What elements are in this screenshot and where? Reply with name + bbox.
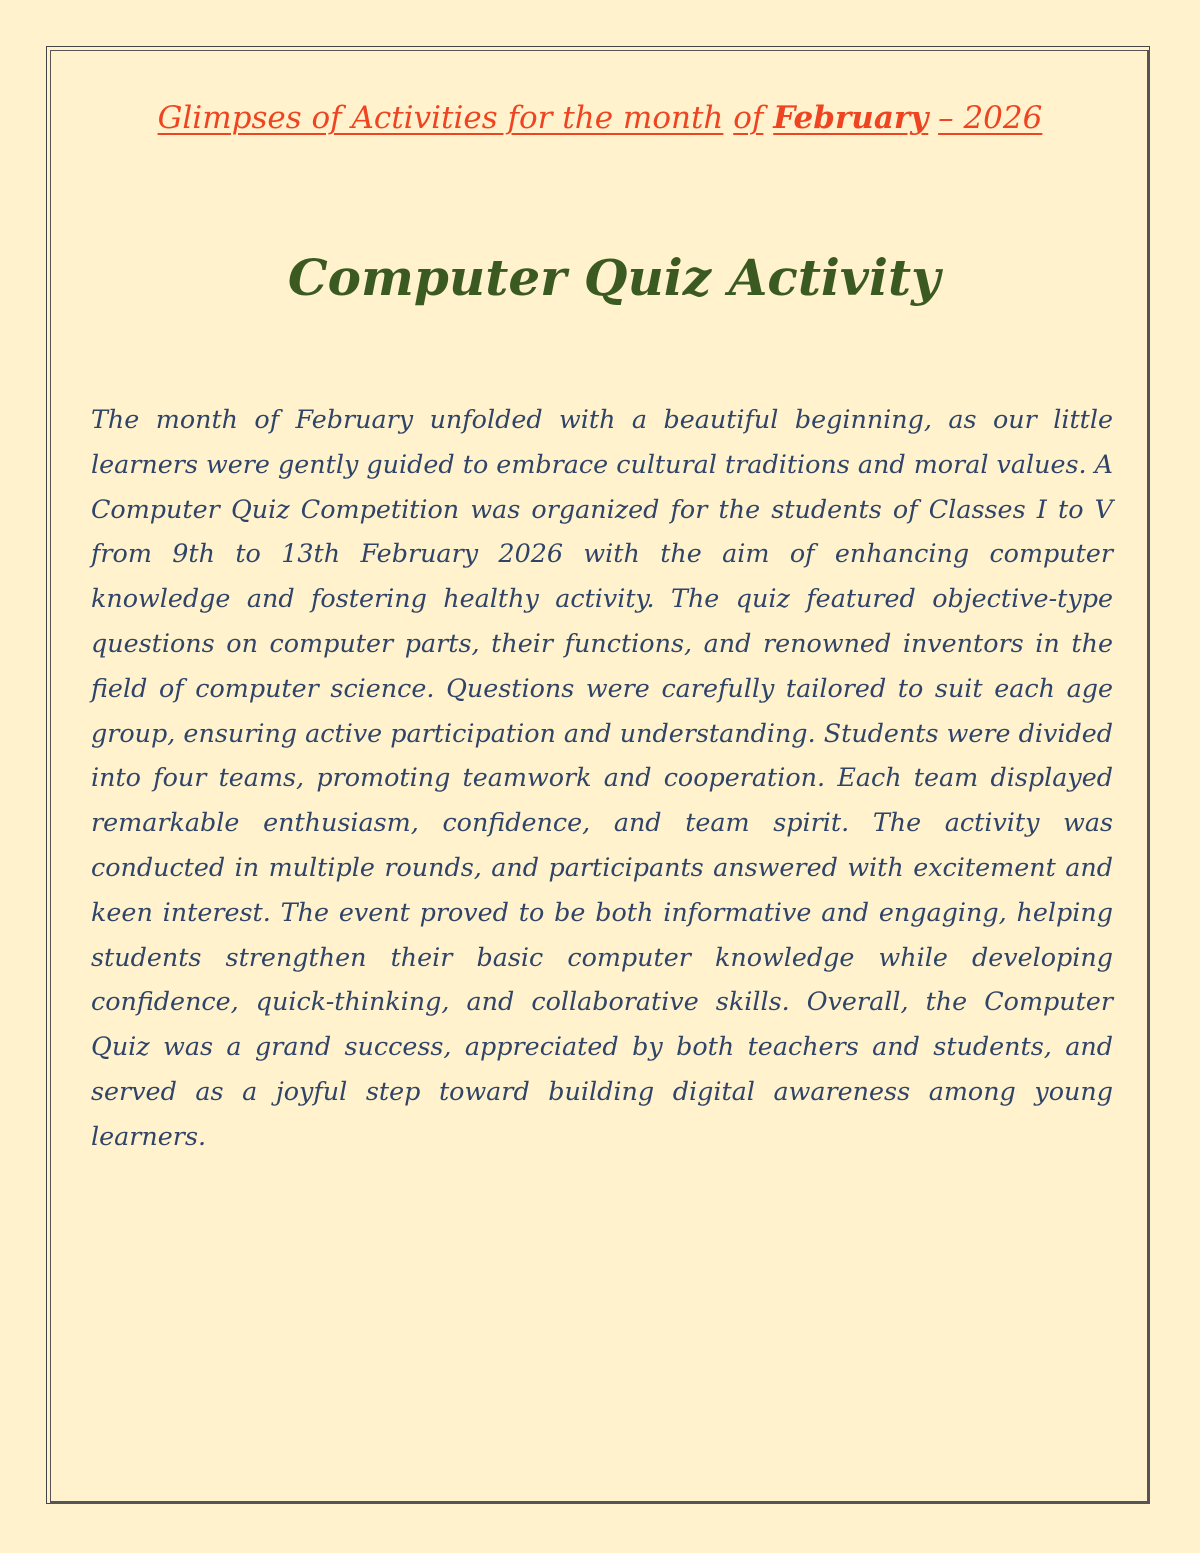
header-year: – 2026 — [938, 100, 1043, 136]
body-paragraph: The month of February unfolded with a beautiful beginning, as our little learners were gently guided to embrace cultural traditions and moral values. A Computer Quiz Competition was organized for the students of Classes I to V from 9th to 13th February 2026 with the aim of enhancing computer knowledge and fostering healthy activity. The quiz featured objective-type questions on computer parts, their functions, and renowned inventors in the field of computer science. Questions were carefully tailored to suit each age group, ensuring active participation and understanding. Students were divided into four teams, promoting teamwork and cooperation. Each team displayed remarkable enthusiasm, confidence, and team spirit. The activity was conducted in multiple rounds, and participants answered with excitement and keen interest. The event proved to be both informative and engaging, helping students strengthen their basic computer knowledge while developing confidence, quick-thinking, and collaborative skills. Overall, the Computer Quiz was a grand success, appreciated by both teachers and students, and served as a joyful step toward building digital awareness among young learners. — [91, 404, 1114, 1151]
header-month: February — [773, 100, 929, 136]
page-header — [0, 100, 1200, 137]
header-of: of — [733, 100, 764, 136]
page-title: Computer Quiz Activity — [287, 248, 941, 307]
header-text: Glimpses of Activities for the month — [157, 100, 724, 136]
